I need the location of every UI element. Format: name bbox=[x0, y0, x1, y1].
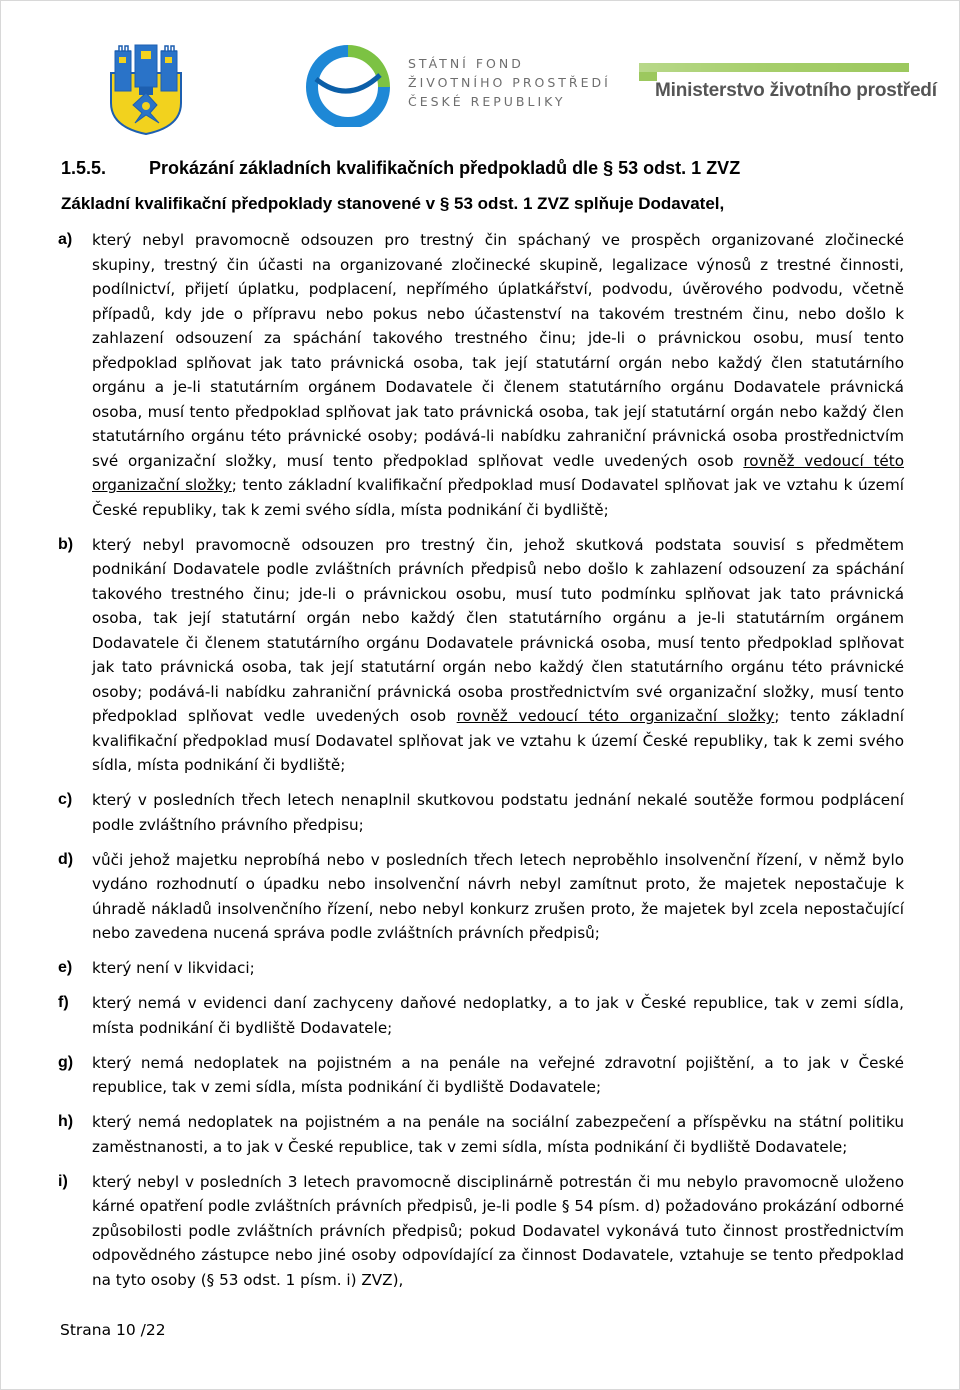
item-text: který není v likvidaci; bbox=[92, 959, 255, 977]
item-label: i) bbox=[58, 1172, 68, 1190]
item-text: který v posledních třech letech nenaplnil skutkovou podstatu jednání nekalé soutěže formou podplácení podle zvláštního právního předpisu; bbox=[92, 791, 904, 834]
item-text: který nemá v evidenci daní zachyceny daňové nedoplatky, a to jak v České republice, tak v zemi sídla, místa podnikání či bydliště Dodavatele; bbox=[92, 994, 904, 1037]
ministry-logo bbox=[639, 63, 937, 111]
item-text: který nebyl pravomocně odsouzen pro trestný čin spáchaný ve prospěch organizované zločinecké skupiny, trestný čin účasti na organizované zločinecké skupině, legalizace výnosů z trestné činnosti, podílnictví, přijetí úplatku, podplacení, nepřímého úplatkářství, podvodu, úvěrového podvodu, včetně případů, kdy jde o přípravu nebo pokus nebo účastenství na takovém trestném činu, nebo došlo k zahlazení odsouzení za spáchání takového trestného činu; jde-li o právnickou osobu, musí tento předpoklad splňovat jak tato právnická osoba, tak její statutární orgán nebo každý člen statutárního orgánu a je-li statutárním orgánem Dodavatele či členem statutárního orgánu Dodavatele právnická osoba, musí tento předpoklad splňovat jak tato právnická osoba, tak její statutární orgán nebo každý člen statutárního orgánu této právnické osoby; podává-li nabídku zahraniční právnická osoba prostřednictvím své organizační složky, musí tento předpoklad splňovat vedle uvedených osob bbox=[92, 231, 904, 470]
item-label: g) bbox=[58, 1053, 74, 1071]
item-label: e) bbox=[58, 959, 73, 976]
list-item bbox=[58, 848, 904, 946]
item-text-end: ; tento základní kvalifikační předpoklad musí Dodavatel splňovat jak ve vztahu k území České republiky, tak k zemi svého sídla, místa podnikání či bydliště; bbox=[92, 476, 904, 519]
item-label: d) bbox=[58, 850, 74, 868]
item-text: který nemá nedoplatek na pojistném a na penále na veřejné zdravotní pojištění, a to jak v České republice, tak v zemi sídla, místa podnikání či bydliště Dodavatele; bbox=[92, 1053, 904, 1096]
requirements-list bbox=[58, 228, 904, 1303]
item-text: který nebyl v posledních 3 letech pravomocně disciplinárně potrestán či mu nebylo pravomocně uloženo kárné opatření podle zvláštních právních předpisů, je-li podle § 54 písm. d) požadováno prokázání odborné způsobilosti podle zvláštních právních předpisů; pokud Dodavatel vykonává tuto činnost prostřednictvím odpovědného zástupce nebo jiné osoby odpovídající za činnost Dodavatele, vztahuje se tento předpoklad na tyto osoby (§ 53 odst. 1 písm. i) ZVZ), bbox=[92, 1172, 904, 1289]
list-item bbox=[58, 1110, 904, 1159]
page-number: Strana 10 /22 bbox=[60, 1321, 166, 1339]
list-item bbox=[58, 991, 904, 1040]
item-text-end: ; tento základní kvalifikační předpoklad musí Dodavatel splňovat jak ve vztahu k území České republiky, tak k zemi svého sídla, místa podnikání či bydliště; bbox=[92, 707, 905, 774]
item-text: vůči jehož majetku neprobíhá nebo v posledních třech letech neproběhlo insolvenční řízení, v němž bylo vydáno rozhodnutí o úpadku nebo insolvenční návrh nebyl zamítnut proto, že majetek nepostačuje k úhradě nákladů insolvenčního řízení, nebo nebyl konkurz zrušen proto, že majetek byl zcela nepostačující nebo zavedena nucená správa podle zvláštních právních předpisů; bbox=[92, 850, 904, 942]
list-item bbox=[58, 1051, 904, 1100]
state-environmental-fund-text bbox=[408, 54, 638, 111]
list-item bbox=[58, 533, 904, 778]
town-coat-of-arms-logo bbox=[109, 43, 183, 135]
section-intro: Základní kvalifikační předpoklady stanovené v § 53 odst. 1 ZVZ splňuje Dodavatel, bbox=[61, 194, 725, 213]
ministry-logo-bar bbox=[639, 63, 909, 72]
section-title: Prokázání základních kvalifikačních předpokladů dle § 53 odst. 1 ZVZ bbox=[149, 158, 741, 178]
item-underlined-text: rovněž vedoucí této organizační složky bbox=[92, 451, 905, 494]
item-label: f) bbox=[58, 994, 69, 1011]
section-heading bbox=[61, 158, 740, 179]
header-logos bbox=[1, 1, 959, 151]
item-label: b) bbox=[58, 535, 74, 553]
list-item bbox=[58, 228, 904, 522]
fund-line-1: STÁTNÍ FOND bbox=[408, 56, 524, 71]
item-text: který nebyl pravomocně odsouzen pro trestný čin, jehož skutková podstata souvisí s předmětem podnikání Dodavatele podle zvláštních právních předpisů nebo došlo k zahlazení odsouzení za spáchání takového trestného činu; jde-li o právnickou osobu, musí tuto podmínku splňovat jak tato právnická osoba, tak její statutární orgán nebo každý člen statutárního orgánu a je-li statutárním orgánem Dodavatele či členem statutárního orgánu Dodavatele právnická osoba, musí tento předpoklad splňovat jak tato právnická osoba, tak její statutární orgán nebo každý člen statutárního orgánu této právnické osoby; podává-li nabídku zahraniční právnická osoba prostřednictvím své organizační složky, musí tento předpoklad splňovat vedle uvedených osob bbox=[92, 535, 904, 725]
ministry-name: Ministerstvo životního prostředí bbox=[655, 80, 937, 101]
fund-line-3: ČESKÉ REPUBLIKY bbox=[408, 94, 566, 109]
list-item bbox=[58, 1170, 904, 1293]
list-item bbox=[58, 788, 904, 837]
item-label: c) bbox=[58, 791, 73, 808]
state-environmental-fund-logo bbox=[288, 45, 408, 127]
item-underlined-text: rovněž vedoucí této organizační složky bbox=[456, 707, 775, 725]
item-text: který nemá nedoplatek na pojistném a na penále na sociální zabezpečení a příspěvku na státní politiku zaměstnanosti, a to jak v České republice, tak v zemi sídla, místa podnikání či bydliště Dodavatele; bbox=[92, 1113, 904, 1156]
item-label: a) bbox=[58, 231, 73, 248]
item-label: h) bbox=[58, 1113, 74, 1130]
section-number: 1.5.5. bbox=[61, 158, 107, 178]
fund-line-2: ŽIVOTNÍHO PROSTŘEDÍ bbox=[408, 75, 611, 90]
list-item bbox=[58, 956, 904, 981]
